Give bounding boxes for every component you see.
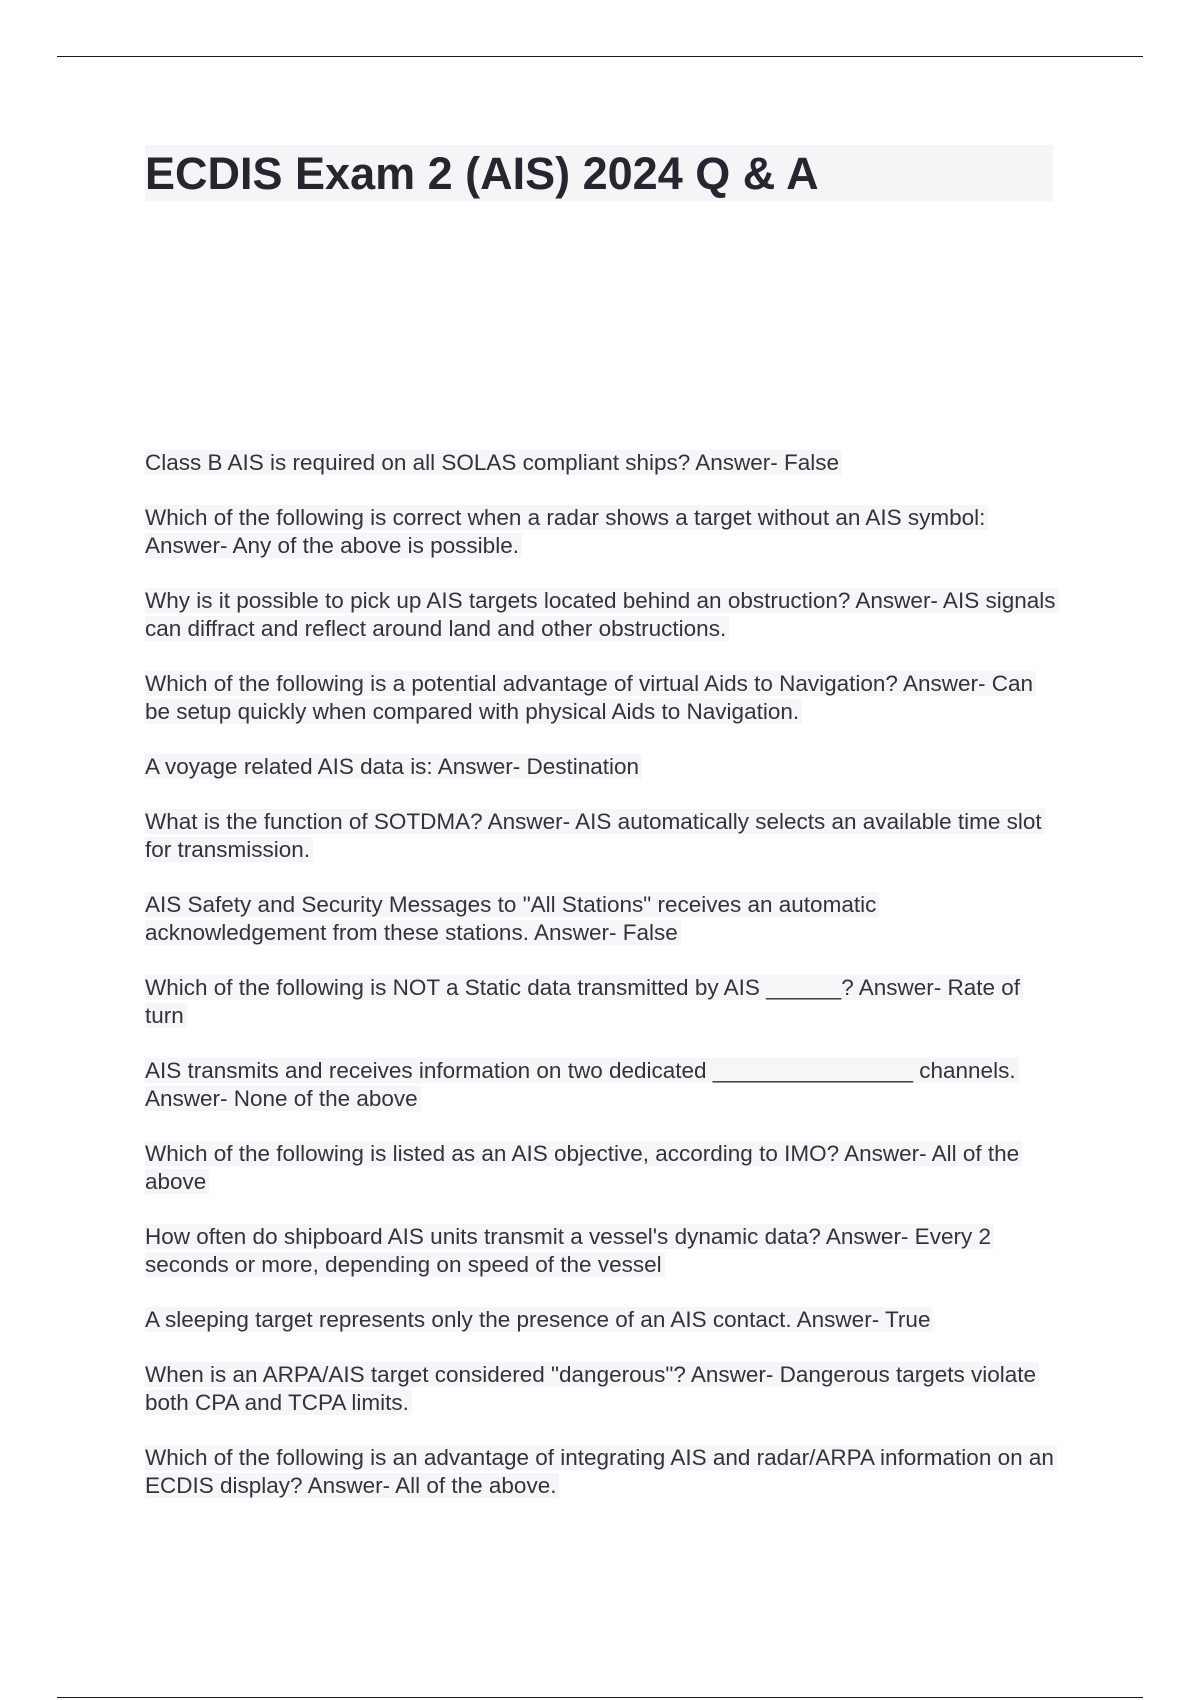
- qa-item: [145, 1140, 1060, 1196]
- qa-item: [145, 1057, 1060, 1113]
- qa-text: AIS Safety and Security Messages to "All Stations" receives an automatic acknowledgement from these stations. Answer- False: [145, 892, 879, 945]
- qa-item: [145, 1306, 1060, 1334]
- qa-text: Why is it possible to pick up AIS targets located behind an obstruction? Answer- AIS signals can diffract and reflect around land and other obstructions.: [145, 588, 1059, 641]
- qa-text: What is the function of SOTDMA? Answer- AIS automatically selects an available time slot for transmission.: [145, 809, 1045, 862]
- qa-text: Which of the following is listed as an AIS objective, according to IMO? Answer- All of the above: [145, 1141, 1022, 1194]
- top-rule: [57, 56, 1143, 57]
- qa-text: AIS transmits and receives information on two dedicated ________________ channels. Answer- None of the above: [145, 1058, 1019, 1111]
- qa-text: Class B AIS is required on all SOLAS compliant ships? Answer- False: [145, 450, 842, 475]
- qa-text: A sleeping target represents only the presence of an AIS contact. Answer- True: [145, 1307, 933, 1332]
- qa-item: [145, 891, 1060, 947]
- page-title: ECDIS Exam 2 (AIS) 2024 Q & A: [145, 148, 819, 199]
- qa-item: [145, 670, 1060, 726]
- qa-text: Which of the following is NOT a Static data transmitted by AIS ______? Answer- Rate of turn: [145, 975, 1023, 1028]
- qa-text: A voyage related AIS data is: Answer- Destination: [145, 754, 642, 779]
- qa-text: Which of the following is a potential advantage of virtual Aids to Navigation? Answer- Can be setup quickly when compared with physical Aids to Navigation.: [145, 671, 1036, 724]
- qa-item: [145, 753, 1060, 781]
- qa-text: Which of the following is correct when a radar shows a target without an AIS symbol: Answer- Any of the above is possible.: [145, 505, 988, 558]
- qa-text: How often do shipboard AIS units transmit a vessel's dynamic data? Answer- Every 2 seconds or more, depending on speed of the vessel: [145, 1224, 994, 1277]
- qa-text: When is an ARPA/AIS target considered "dangerous"? Answer- Dangerous targets violate both CPA and TCPA limits.: [145, 1362, 1039, 1415]
- qa-list: [145, 449, 1060, 1527]
- qa-item: [145, 1444, 1060, 1500]
- qa-item: [145, 504, 1060, 560]
- qa-item: [145, 1361, 1060, 1417]
- bottom-rule: [57, 1697, 1143, 1698]
- qa-item: [145, 1223, 1060, 1279]
- qa-text: Which of the following is an advantage of integrating AIS and radar/ARPA information on an ECDIS display? Answer- All of the above.: [145, 1445, 1057, 1498]
- qa-item: [145, 587, 1060, 643]
- qa-item: [145, 974, 1060, 1030]
- qa-item: [145, 449, 1060, 477]
- qa-item: [145, 808, 1060, 864]
